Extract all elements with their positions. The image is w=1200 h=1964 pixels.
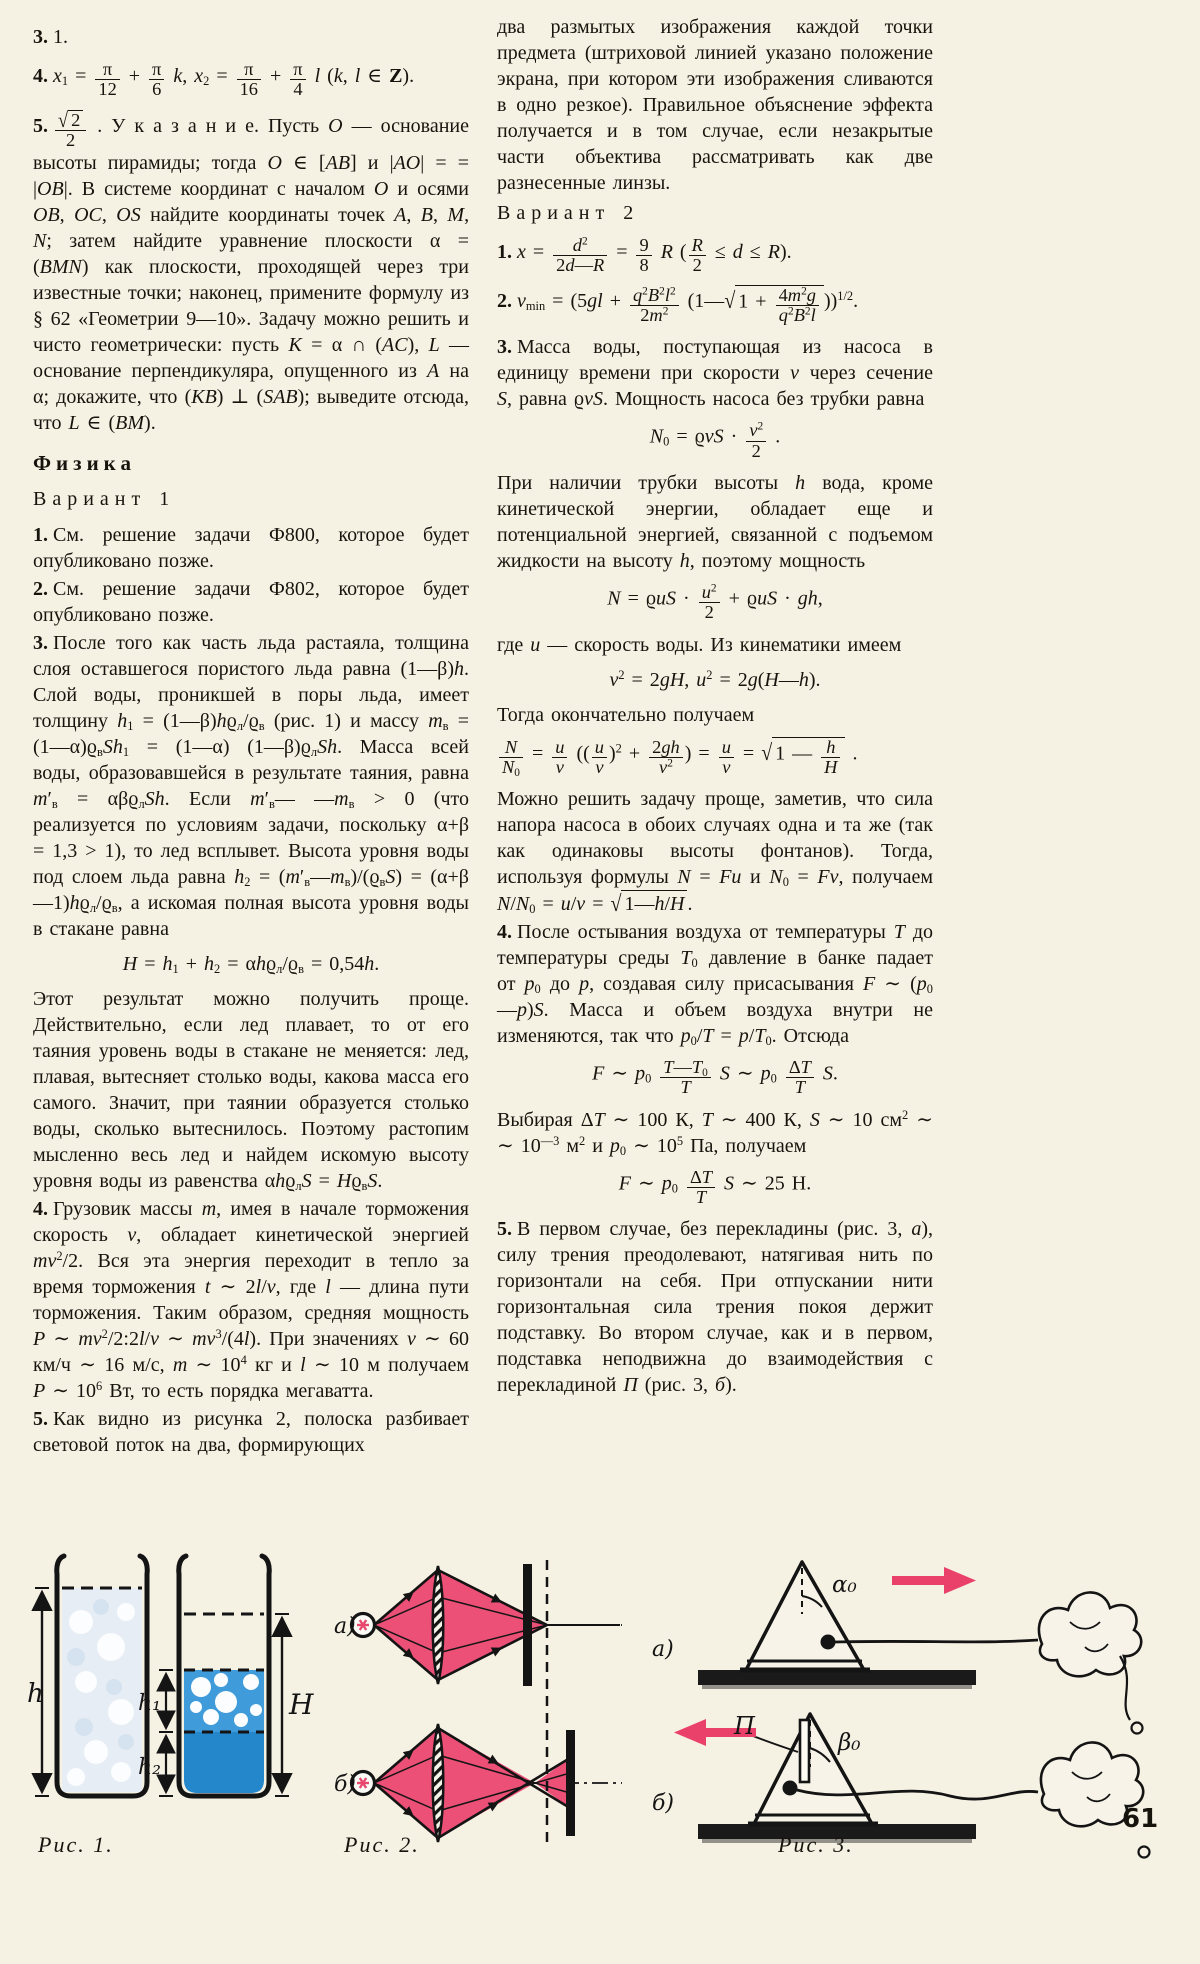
stand-diagram-b	[652, 1712, 1150, 1858]
fig1-label-h2: h₂	[138, 1755, 161, 1780]
hand	[1039, 1592, 1141, 1676]
item-number: 5.	[33, 115, 48, 138]
stand-diagram-a	[652, 1562, 1143, 1734]
fig1-label-h: h	[27, 1679, 44, 1709]
lens-diagram-b	[334, 1724, 622, 1842]
item-number: 3.	[33, 632, 48, 655]
left-column	[33, 24, 469, 1460]
item-number: 5.	[33, 1408, 48, 1431]
phys2-item-5	[497, 1216, 933, 1398]
variant-2-heading: Вариант 2	[497, 202, 640, 224]
phys1-item-5	[33, 1406, 469, 1458]
solution-text: где u — скорость воды. Из кинематики имеем	[497, 633, 902, 656]
solution-text: Этот результат можно получить проще. Действительно, если лед плавает, то от его таяния уровень воды в стакане не меняется: лед, плавая, вытесняет столько воды, какова масса его самого. Значит, при таянии образуется столько воды, сколько вытеснилось. Поэтому растопим мысленно весь лед и найдем искомую высоту уровня воды из равенства $\alpha hϱ_лS = Hϱ_вS$.	[33, 988, 469, 1194]
phys1-item-2	[33, 576, 469, 628]
item-number: 2.	[33, 578, 48, 601]
formula-vmin: $v_{min} = (5gl$ + $\frac{q^2B^2l^2}{2m^2}$ (1—√ 1 + $\frac{4m^2g}{q^2B^2l}$ ))$^{1/2}$.	[517, 284, 859, 325]
item-number: 3.	[33, 26, 48, 48]
phys1-item-3-continuation	[33, 986, 469, 1194]
phys2-item-4-text2	[497, 1107, 933, 1159]
solution-text: Тогда окончательно получаем	[497, 703, 755, 726]
solution-text: Можно решить задачу проще, заметив, что сила напора насоса в обоих случаях одна и та же (так как одинаковы высоты фонтанов). Тогда, используя формулы N = Fu и $N_0 = Fv$, получаем $N/N_0 = u/v$ = √ 1—h/H .	[497, 788, 933, 917]
math-answer-5	[33, 110, 469, 437]
formula-x: x = $\frac{d^2}{2d—R}$ = $\frac{9}{8}$ R ( $\frac{R}{2}$ ≤ d ≤ R).	[517, 235, 792, 276]
lens-diagram-a	[334, 1564, 622, 1686]
item-number: 2.	[497, 290, 512, 313]
fig3-label-alpha0: α₀	[832, 1572, 857, 1598]
item-number: 4.	[33, 1198, 48, 1221]
pin	[783, 1781, 798, 1796]
solution-text: После остывания воздуха от температуры T до температуры среды $T_0$ давление в банке падает от $p_0$ до p, создавая силу присасывания F ∼ $(p_0—p)S$. Масса и объем воздуха внутри не изменяются, так что $p_0/T = p/T_0$. Отсюда	[497, 921, 933, 1049]
variant-1-heading: Вариант 1	[33, 488, 176, 511]
pull-direction-arrow-left	[674, 1719, 706, 1746]
physics-section-heading: Физика	[33, 451, 136, 476]
answer-text: 1.	[53, 26, 68, 48]
solution-text: См. решение задачи Ф800, которое будет опубликовано позже.	[33, 524, 469, 573]
formula-kinematics: $v^2 = 2gH$, $u^2$ = 2g(H—h).	[609, 667, 821, 691]
solution-text: После того как часть льда растаяла, толщина слоя оставшегося пористого льда равна (1—β)h. Слой воды, проникшей в поры льда, имеет толщину $h_1$ = $(1—\beta)hϱ_л/ϱ_в$ (рис. 1) и массу $m_в$ = $(1—\alpha)ϱ_вSh_1$ = (1—α) $(1—\beta)ϱ_лSh$. Масса всей воды, образовавшейся в результате таяния, равна $m'_в = \alpha\beta ϱ_лSh$. Если $m'_в—$ $—m_в > 0$ (что реализуется по условиям задачи, поскольку α+β = 1,3 > 1), то лед всплывет. Высота уровня воды под слоем льда равна $h_2$ = $(m'_в—m_в)/(ϱ_вS)$ = $(\alpha+\beta—1)hϱ_л/ϱ_в$, а искомая полная высота уровня воды в стакане равна	[33, 632, 470, 941]
answer-text: $\frac{√ 2}{2}$ . У к а з а н и е. Пусть O — основание высоты пирамиды; тогда O ∈ [AB] и |AO| = = |OB|. В системе координат с началом O и осями OB, OC, OS найдите координаты точек A, B, M, N; затем найдите уравнение плоскости α = (BMN) как плоскости, проходящей через три известные точки; наконец, примените формулу из § 62 «Геометрии 9—10». Задачу можно решить и чисто геометрически: пусть K = α ∩ (AC), L — основание перпендикуляра, опущенного из A на α; докажите, что (KB) ⊥ (SAB); выведите отсюда, что L ∈ (BM).	[33, 108, 470, 435]
item-number: 3.	[497, 336, 512, 359]
phys2-item-3-text5	[497, 786, 933, 917]
phys2-item-3-text2	[497, 470, 933, 574]
figure-3-stand-illustration	[640, 1552, 1180, 1862]
page-number: 61	[1122, 1804, 1159, 1834]
hatched-lens	[433, 1724, 444, 1842]
answer-text: $x_1$ = $\frac{\pi}{12}$ + $\frac{\pi}{6}$ k, $x_2$ = $\frac{\pi}{16}$ + $\frac{\pi}{4}$ l (k, l ∈ Z).	[53, 59, 415, 100]
formula-full-height-H: $H = h_1 + h_2 = \alpha hϱ_л/ϱ_в = 0,54h$.	[122, 953, 380, 977]
figure-2-lens-illustration	[330, 1550, 630, 1850]
solution-text: два размытых изображения каждой точки предмета (штриховой линией указано положение экрана, при котором эти изображения сливаются в одно резкое). Правильное объяснение эффекта получается и в том случае, если незакрытые части объектива рассматривать как две разнесенные линзы.	[497, 16, 933, 194]
formula-N: N = ϱuS · $\frac{u^2}{2}$ + ϱuS · gh,	[607, 581, 823, 623]
formula-N0: $N_0 = ϱvS$ · $\frac{v^2}{2}$ .	[649, 420, 781, 461]
item-number: 1.	[497, 240, 512, 263]
phys2-item-4	[497, 919, 933, 1049]
pull-direction-arrow-right	[944, 1567, 976, 1594]
formula-power-ratio: $\frac{N}{N_0}$ = $\frac{u}{v}$ (( $\frac{u}{v}$ )$^2$ + $\frac{2gh}{v^2}$ ) = $\frac{u}{v}$ = √ 1 — $\frac{h}{H}$ .	[497, 737, 933, 778]
figure-1-beakers-illustration	[26, 1552, 326, 1852]
hatched-lens	[433, 1566, 444, 1684]
screen-bar-b	[566, 1730, 575, 1836]
item-number: 1.	[33, 524, 48, 547]
solution-text: В первом случае, без перекладины (рис. 3, а), силу трения преодолевают, натягивая нить по горизонтали на себя. При отпускании нити горизонтальная сила трения покоя держит подставку. Во втором случае, как и в первом, подставка неподвижна до взаимодействия с перекладиной П (рис. 3, б).	[497, 1218, 933, 1397]
fig3-label-beta0: β₀	[838, 1730, 861, 1756]
item-number: 5.	[497, 1218, 512, 1241]
phys1-item-4	[33, 1196, 469, 1404]
phys2-item-1-formula	[497, 236, 933, 276]
fig2-label-a: а)	[334, 1614, 356, 1639]
fig1-label-H: H	[289, 1688, 314, 1721]
fig3-label-P: П	[734, 1712, 755, 1740]
math-answer-4	[33, 60, 469, 100]
figure-2-caption: Рис. 2.	[344, 1832, 420, 1857]
solution-text: Выбирая ΔT ∼ 100 К, T ∼ 400 К, S ∼ 10 $см^2$ ∼ ∼ $10^{—3}$ $м^2$ и $p_0$ ∼ $10^5$ Па, получаем	[497, 1107, 933, 1158]
solution-text: Масса воды, поступающая из насоса в единицу времени при скорости v через сечение S, равна ϱvS. Мощность насоса без трубки равна	[497, 336, 933, 411]
phys1-item-5-continuation	[497, 14, 933, 196]
fig3-label-a: а)	[652, 1637, 674, 1662]
figure-1-caption: Рис. 1.	[38, 1832, 114, 1857]
phys2-item-3	[497, 334, 933, 412]
thread	[835, 1640, 1038, 1642]
item-number: 4.	[497, 921, 512, 944]
phys2-item-3-text3	[497, 632, 933, 658]
solution-text: Как видно из рисунка 2, полоска разбивает световой поток на два, формирующих	[33, 1408, 469, 1457]
figure-3-caption: Рис. 3.	[778, 1832, 854, 1857]
phys1-item-1	[33, 522, 469, 574]
solution-text: Грузовик массы m, имея в начале торможения скорость v, обладает кинетической энергией $mv^2/2$. Вся эта энергия переходит в тепло за время торможения t ∼ 2l/v, где l — длина пути торможения. Таким образом, средняя мощность P ∼ $mv^2/2:2l/v$ ∼ $mv^3/(4l)$. При значениях v ∼ 60 км/ч ∼ 16 м/с, m ∼ $10^4$ кг и l ∼ 10 м получаем P ∼ $10^6$ Вт, то есть порядка мегаватта.	[33, 1198, 470, 1403]
screen-bar-a	[523, 1564, 532, 1686]
phys1-item-3	[33, 630, 469, 942]
phys2-item-2-formula	[497, 285, 933, 326]
solution-text: См. решение задачи Ф802, которое будет опубликовано позже.	[33, 578, 469, 627]
beaker-ice-only	[27, 1556, 147, 1796]
fig1-label-h1: h₁	[138, 1691, 161, 1716]
phys2-item-3-text4	[497, 702, 933, 728]
formula-F-numeric: F ∼ $p_0$ $\frac{\Delta T}{T}$ S ∼ 25 Н.	[618, 1166, 812, 1208]
fig2-label-b: б)	[334, 1772, 357, 1797]
solution-text: При наличии трубки высоты h вода, кроме кинетической энергии, обладает еще и потенциальной энергией, связанной с подъемом жидкости на высоту h, поэтому мощность	[497, 471, 933, 572]
fig3-label-b: б)	[652, 1791, 675, 1816]
crossbar	[800, 1720, 809, 1782]
math-answer-3	[33, 24, 469, 50]
pin	[821, 1635, 836, 1650]
formula-F-general: F ∼ $p_0$ $\frac{T—T_0}{T}$ S ∼ $p_0$ $\frac{\Delta T}{T}$ S.	[592, 1057, 838, 1098]
right-column	[497, 14, 933, 1400]
beaker-ice-and-water	[138, 1556, 314, 1796]
item-number: 4.	[33, 64, 48, 87]
